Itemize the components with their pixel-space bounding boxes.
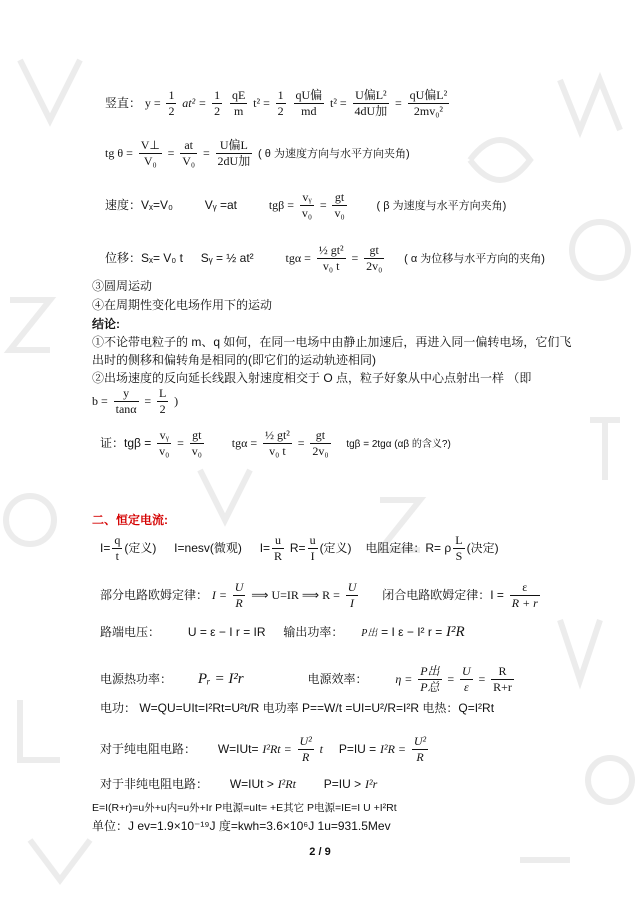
frac-vperp-v0: $\frac{V\perp}{\text{V₀}}$ [140,138,160,168]
eq-sign: = [167,146,175,160]
frac-qu-md: $\frac{\text{qU偏}}{md}$ [295,88,323,118]
section-title-constant-current: 二、恒定电流: [92,513,168,527]
frac-halfgt2-v0t: $\frac{\text{½ gt²}}{\text{v₀ t}}$ [318,243,344,273]
frac-u-r-2: $\frac{U}{R}$ [234,580,244,610]
frac-r-rr: $\frac{R}{R+r}$ [493,664,512,694]
i-label-2: I= [259,541,271,555]
emf-line: E=I(R+r)=u外+u内=u外+Ir P电源=uIt= +E其它 P电源=IE=I U +I²Rt [92,802,397,814]
p-out: P出 [361,628,378,639]
eq-t2: t² = [253,96,270,110]
pure-resistor-line [100,734,430,765]
heat-power-line [100,664,516,695]
tg-alpha-label: tgα = [285,251,311,265]
proof-conclusion: tgβ = 2tgα (αβ 的含义?) [346,439,451,450]
ohm-law-line [100,580,542,611]
r-label: R= [289,541,306,555]
micro-def: I=nesv(微观) [174,541,242,555]
conclusion-2b [92,386,178,417]
frac-half: $\frac{1}{2}$ [168,88,175,118]
nonpure-resistor-line [100,776,377,792]
i2r-term: I²R [446,624,465,640]
pr-formula: Pᵣ = I²r [197,671,244,687]
frac-ul-2du: $\frac{\text{U偏L}}{\text{2dU加}}$ [217,138,251,168]
eq-sign-3: = [319,198,327,212]
frac-u2-r: $\frac{\text{U²}}{R}$ [299,734,312,764]
conclusion-2a: ②出场速度的反向延长线跟入射速度相交于 O 点，粒子好象从中心点射出一样 （即 [92,371,532,385]
displacement-sy: Sᵧ = ½ at² [200,251,254,265]
proof-line [100,428,451,459]
w-gt: W=IUt > [229,777,274,791]
velocity-vy: Vᵧ =at [204,198,237,212]
proof-frac-halfgt2: $\frac{\text{½ gt²}}{\text{v₀ t}}$ [264,428,290,458]
conclusion-1a: ①不论带电粒子的 m、q 如何，在同一电场中由静止加速后，再进入同一偏转电场，它们飞 [92,335,572,349]
i2r-2: I²R = [380,742,407,756]
frac-l-2: $\frac{L}{2}$ [159,386,167,416]
frac-u-i: $\frac{u}{I}$ [309,533,316,563]
frac-l-s: $\frac{L}{S}$ [455,533,463,563]
close-paren: ) [174,394,179,408]
partial-ohm-label: 部分电路欧姆定律： [100,588,209,602]
eq-sign-7: = [478,672,486,686]
terminal-label: 路端电压： [100,625,161,639]
tg-theta-label: tg θ = [105,146,133,160]
eq-y: y = [144,96,161,110]
beta-note: ( β 为速度与水平方向夹角) [376,200,507,212]
resistance-law: 电阻定律：R= ρ [365,541,452,555]
output-power-label: 输出功率： [283,625,344,639]
closed-ohm-label: 闭合电路欧姆定律：I = [382,588,504,602]
frac-e-rr: $\frac{\varepsilon}{R + r}$ [511,580,538,610]
tg-beta-label: tgβ = [268,198,295,212]
t-term: t [319,742,323,756]
i2rt: I²Rt = [262,742,292,756]
vertical-text: 竖直： [105,96,142,110]
units-line: 单位：J ev=1.9×10⁻¹⁹J 度=kwh=3.6×10⁶J 1u=931.5Mev [92,819,391,833]
frac-q-t: $\frac{q}{t}$ [114,533,121,563]
i2r-3: I²r [364,777,378,791]
conclusion-title: 结论: [92,317,120,331]
proof-tg-alpha: tgα = [231,436,258,450]
velocity-vx: 速度：Vₓ=V₀ [105,198,173,212]
velocity-line [105,190,506,221]
eq-equals: = [395,96,402,110]
proof-eq: = [177,436,184,450]
output-power-formula: = I ε − I² r = [381,625,443,639]
frac-ul2-4du: $\frac{\text{U偏L²}}{\text{4dU加}}$ [354,88,388,118]
efficiency-label: 电源效率： [307,672,368,686]
frac-pout-ptot: $\frac{\text{P出}}{\text{P总}}$ [420,664,440,694]
terminal-formula: U = ε − I r = IR [187,625,266,639]
frac-y-tan: $\frac{y}{\tan\alpha}$ [115,386,137,416]
i-eq: I = [211,588,227,602]
proof-frac-gt-2v0: $\frac{gt}{\text{2v₀}}$ [312,428,329,458]
b-label: b = [92,394,108,408]
w-formula: W=IUt= [217,742,259,756]
theta-note: ( θ 为速度方向与水平方向夹角) [258,148,410,160]
proof-frac-vy-v0: $\frac{\text{vᵧ}}{\text{v₀}}$ [159,428,170,458]
frac-gt-v0: $\frac{gt}{\text{v₀}}$ [334,190,345,220]
i2rt-2: I²Rt [277,777,296,791]
alpha-note: ( α 为位移与水平方向的夹角) [404,253,545,265]
displacement-line [105,243,545,274]
def-note-2: (定义) [319,541,352,555]
frac-half-2: $\frac{1}{2}$ [214,88,221,118]
frac-half-3: $\frac{1}{2}$ [277,88,284,118]
item-circular-motion: ③圆周运动 [92,279,153,293]
proof-frac-gt-v0: $\frac{gt}{\text{v₀}}$ [191,428,202,458]
frac-vy-v0: $\frac{\text{vᵧ}}{\text{v₀}}$ [301,190,313,220]
i-label: I= [100,541,111,555]
frac-u2-r-2: $\frac{\text{U²}}{R}$ [413,734,427,764]
frac-qe-m: $\frac{qE}{m}$ [231,88,246,118]
frac-u-i-2: $\frac{U}{I}$ [347,580,357,610]
frac-qul2-2mv: $\frac{\text{qU偏L²}}{\text{2mv₀²}}$ [409,88,448,118]
heat-power-label: 电源热功率： [100,672,173,686]
eq-sign-5: = [144,394,152,408]
implies-r: ⟹ U=IR ⟹ R = [251,588,340,602]
page-number: 2 / 9 [309,846,331,858]
nonpure-label: 对于非纯电阻电路： [100,777,209,791]
frac-u-e: $\frac{U}{\varepsilon}$ [462,664,471,694]
frac-at-v0: $\frac{at}{\text{V₀}}$ [182,138,196,168]
p-gt: P=IU > [323,777,362,791]
frac-gt-2v0: $\frac{gt}{\text{2v₀}}$ [366,243,383,273]
pure-resistor-label: 对于纯电阻电路： [100,742,197,756]
terminal-voltage-line [100,624,465,642]
tg-theta-equation [105,138,410,169]
conclusion-1b: 出时的侧移和偏转角是相同的(即它们的运动轨迹相同) [92,353,376,367]
def-note: (定义) [124,541,157,555]
eq-t2-b: t² = [330,96,347,110]
eq-at2: at² = [182,96,207,110]
displacement-sx: 位移：Sₓ= V₀ t [105,251,183,265]
decide-note: (决定) [466,541,499,555]
p-formula: P=IU = [338,742,377,756]
frac-u-r: $\frac{u}{R}$ [274,533,283,563]
eq-sign-4: = [351,251,359,265]
vertical-equation [105,88,451,119]
current-definitions [100,533,499,564]
eta-label: η = [395,672,413,686]
eq-sign-2: = [202,146,210,160]
proof-eq-2: = [297,436,305,450]
item-periodic-field: ④在周期性变化电场作用下的运动 [92,298,273,312]
proof-label: 证：tgβ = [100,436,152,450]
eq-sign-6: = [447,672,455,686]
electric-work-line: 电功： W=QU=UIt=I²Rt=U²t/R 电功率 P==W/t =UI=U²/R=I²R 电热：Q=I²Rt [100,701,495,715]
